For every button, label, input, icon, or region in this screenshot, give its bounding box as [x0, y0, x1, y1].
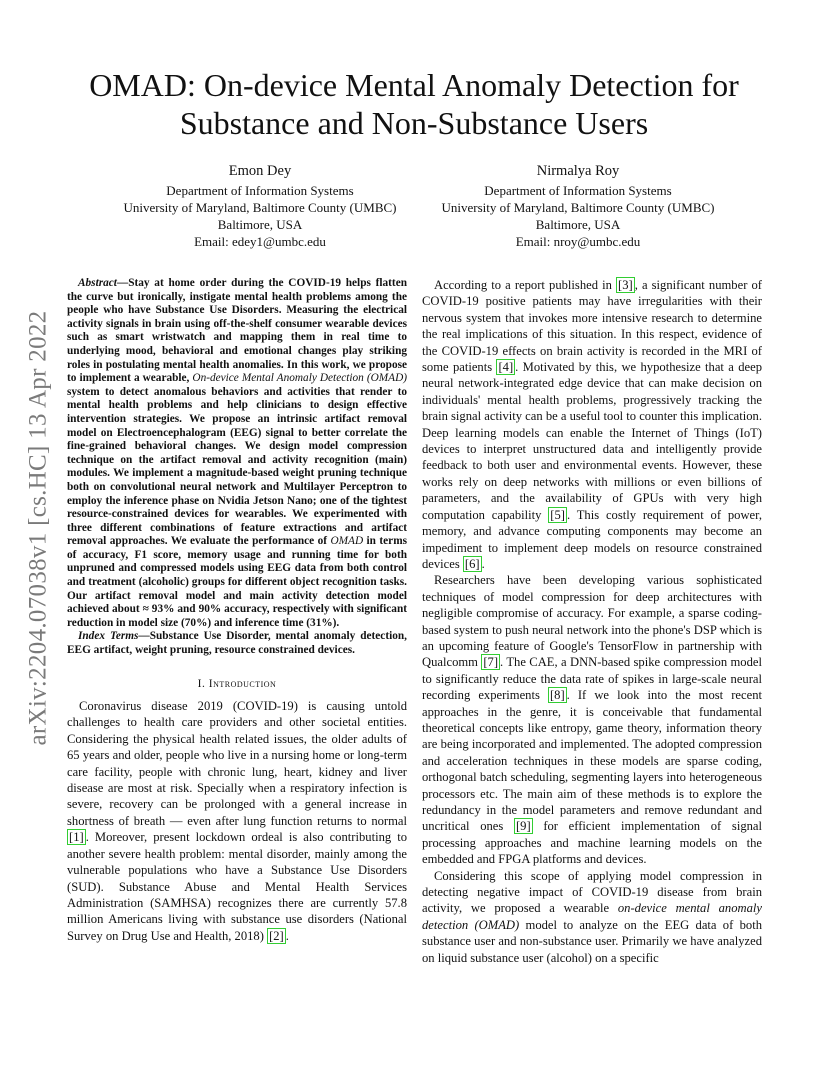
abstract-label: Abstract	[78, 277, 117, 289]
abstract-text: —Stay at home order during the COVID-19 helps flatten the curve but ironically, instigate mental health problems among the people who have Substance Use Disorders. Measuring the electrical activity signals in brain using off-the-shelf consumer wearable devices such as smart wristwatch and mapping them in real time to underlying mood, behavioral and emotional changes play striking roles in postulating mental health anomalies. In this work, we propose to implement a wearable,	[67, 277, 407, 385]
index-terms-text: —Substance Use Disorder, mental anomaly detection, EEG artifact, weight pruning, resource constrained devices.	[67, 630, 407, 657]
body-text: model to analyze on the EEG data of both substance user and non-substance user. Primarily we have analyzed on liquid substance user (alcohol) on a specific	[422, 917, 762, 965]
body-text: . The CAE, a DNN-based spike compression model to significantly reduce the data rate of spikes in large-scale neural recording experiments	[422, 655, 762, 703]
paper-title: OMAD: On-device Mental Anomaly Detection for Substance and Non-Substance Users	[89, 67, 739, 141]
author-university: University of Maryland, Baltimore County (UMBC)	[123, 200, 397, 215]
abstract-paragraph	[67, 277, 407, 630]
citation-link[interactable]: [5]	[550, 507, 565, 522]
abstract-text: system to detect anomalous behaviors and activities that render to mental health problems and help clinicians to design effective intervention strategies. We propose an intrinsic artifact removal model on Electroencephalogram (EEG) signal to better correlate the fine-grained behavioral changes. We design model compression technique on the artifact removal and activity recognition (main) modules. We implement a magnitude-based weight pruning technique both on convolutional neural network and Multilayer Perceptron to employ the inference phase on Nvidia Jetson Nano; one of the tightest resource-constrained devices for wearables. We experimented with three different combinations of feature extractions and artifact removal approaches. We evaluate the performance of	[67, 385, 407, 548]
body-text: for efficient implementation of signal processing approaches and machine learning models on the embedded and FPGA platforms and devices.	[422, 819, 762, 867]
author-email: Email: edey1@umbc.edu	[194, 234, 326, 249]
author-email: Email: nroy@umbc.edu	[515, 234, 641, 249]
body-text: . This costly requirement of power, memory, and advance computing components may become an impediment to implement deep models on resource constrained devices	[422, 507, 762, 571]
author-name: Nirmalya Roy	[536, 163, 620, 179]
citation-link[interactable]: [7]	[483, 655, 499, 670]
body-text: According to a report published in	[434, 278, 617, 292]
author-department: Department of Information Systems	[484, 183, 672, 198]
body-text: , a significant number of COVID-19 positive patients may have irregularities with their nervous system that invokes more intensive research to determine the real implications of this situation. In this respect, evidence of the COVID-19 effects on brain activity is recorded in the MRI of some patients	[422, 278, 762, 375]
arxiv-stamp-text: arXiv:2204.07038v1 [cs.HC] 13 Apr 2022	[24, 310, 52, 745]
body-text: . If we look into the most recent approaches in the genre, it is conceivable that fundamental theoretical concepts like entropy, game theory, information theory are being incorporated and implemented. The adopted compression and acceleration techniques in these models are sparse coding, orthogonal batch scheduling, segmenting layers into heterogeneous processors etc. The main aim of these methods is to explore the redundancy in the model parameters and remove redundant and uncritical ones	[422, 688, 762, 834]
omad-emphasis: on-device mental anomaly detection (OMAD)	[422, 901, 762, 932]
citation-link[interactable]: [9]	[515, 819, 531, 834]
author-block-2	[388, 163, 768, 250]
body-text: . Motivated by this, we hypothesize that a deep neural network-integrated edge device that can make decision on individuals' mental health problems, progressively tracking the brain signal activity can be a useful tool to counter this implication. Deep learning models can enable the Internet of Things (IoT) devices to interpret unstructured data and intelligently provide feedback to both user and environmental events. However, these works rely on deep networks with millions or even billions of parameters, and the availability of GPUs with very high computation capability	[422, 360, 762, 522]
intro-paragraph	[67, 698, 407, 944]
citation-link[interactable]: [3]	[618, 278, 633, 292]
omad-full-name: On-device Mental Anomaly Detection (OMAD)	[192, 372, 407, 385]
body-text: .	[285, 928, 289, 943]
author-city: Baltimore, USA	[535, 217, 621, 232]
right-column	[422, 277, 762, 966]
left-column	[67, 277, 407, 944]
author-university: University of Maryland, Baltimore County (UMBC)	[441, 200, 715, 215]
citation-link[interactable]: [6]	[464, 556, 480, 571]
body-text: . Moreover, present lockdown ordeal is also contributing to another severe health problem: mental disorder, mainly among the vulnerable populations who have a Substance Use Disorders (SUD). Substance Abuse and Mental Health Services Administration (SAMHSA) recognizes there are currently 57.8 million Americans living with substance use disorders (National Survey on Drug Use and Health, 2018)	[67, 830, 407, 943]
author-department: Department of Information Systems	[166, 183, 354, 198]
author-city: Baltimore, USA	[217, 217, 303, 232]
index-terms	[67, 630, 407, 657]
body-text: .	[481, 556, 485, 571]
abstract	[67, 277, 407, 658]
citation-link[interactable]: [1]	[69, 830, 84, 845]
index-terms-label: Index Terms	[78, 630, 139, 643]
author-name: Emon Dey	[228, 163, 292, 179]
abstract-text: in terms of accuracy, F1 score, memory usage and running time for both unpruned and compressed models using EEG data from both control and treatment (alcoholic) groups for different object recognition tasks. Our artifact removal model and main activity detection model achieved about ≈ 93% and 90% accuracy, respectively with significant reduction in model size (70%) and inference time (31%).	[67, 535, 408, 629]
body-text: Considering this scope of applying model compression in detecting negative impact of COVID-19 disease from brain activity, we proposed a wearable	[422, 868, 762, 916]
arxiv-stamp	[20, 285, 56, 770]
section-heading-introduction: I. Introduction	[197, 677, 277, 690]
body-text: Researchers have been developing various sophisticated techniques of model compression for deep architectures with negligible compromise of accuracy. For example, a sparse coding-based system to push neural network into the phone's DSP which is an upcoming feature of Google's TensorFlow in partnership with Qualcomm	[422, 573, 762, 670]
body-paragraph	[422, 868, 762, 966]
omad-name: OMAD	[330, 535, 364, 548]
body-paragraph	[422, 572, 762, 867]
citation-link[interactable]: [2]	[269, 928, 284, 943]
body-paragraph	[422, 277, 762, 572]
body-text: Coronavirus disease 2019 (COVID-19) is causing untold challenges to health care providers and other societal entities. Considering the physical health related issues, the older adults of 65 years and older, people who live in a nursing home or long-term care facility, people with chronic lung, heart, kidney and liver disease are most at risk. Specially when a respiratory infection is severe, recovery can be prolonged with a general increase in shortness of breath — even after lung function returns to normal	[67, 699, 407, 828]
citation-link[interactable]: [4]	[498, 360, 514, 375]
citation-link[interactable]: [8]	[549, 688, 565, 703]
